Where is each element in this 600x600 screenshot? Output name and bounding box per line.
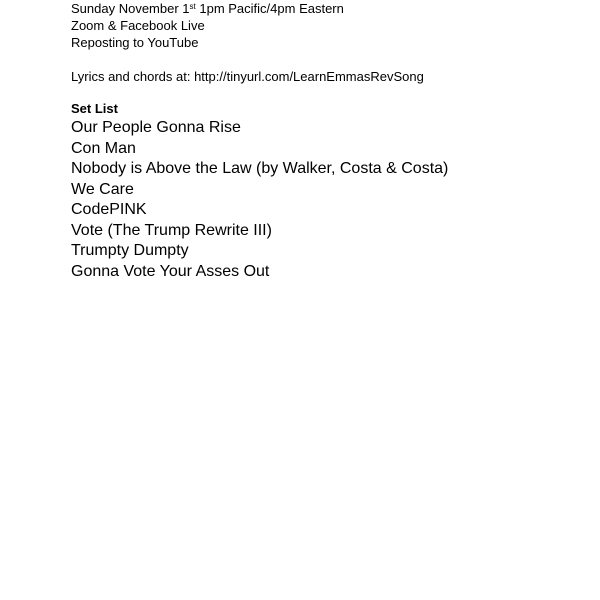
event-date-ordinal: st <box>189 2 196 11</box>
setlist-item: CodePINK <box>71 201 147 218</box>
setlist-item: Gonna Vote Your Asses Out <box>71 262 270 280</box>
setlist-item: Nobody is Above the Law (by Walker, Costa & Costa) <box>71 160 449 177</box>
setlist-item: Trumpty Dumpty <box>71 242 189 259</box>
setlist-item: We Care <box>71 180 134 198</box>
setlist <box>71 118 591 282</box>
setlist-item: Our People Gonna Rise <box>71 119 241 136</box>
setlist-item: Con Man <box>71 139 136 157</box>
event-time: 1pm Pacific/4pm Eastern <box>195 1 344 16</box>
setlist-item: Vote (The Trump Rewrite III) <box>71 221 272 239</box>
event-date: Sunday November 1 <box>71 1 190 16</box>
event-reposting: Reposting to YouTube <box>71 35 199 50</box>
document-page <box>71 0 591 282</box>
event-date-line <box>71 0 591 17</box>
event-platforms: Zoom & Facebook Live <box>71 18 205 33</box>
lyrics-link-line: Lyrics and chords at: http://tinyurl.com/LearnEmmasRevSong <box>71 69 424 84</box>
setlist-heading: Set List <box>71 101 118 116</box>
